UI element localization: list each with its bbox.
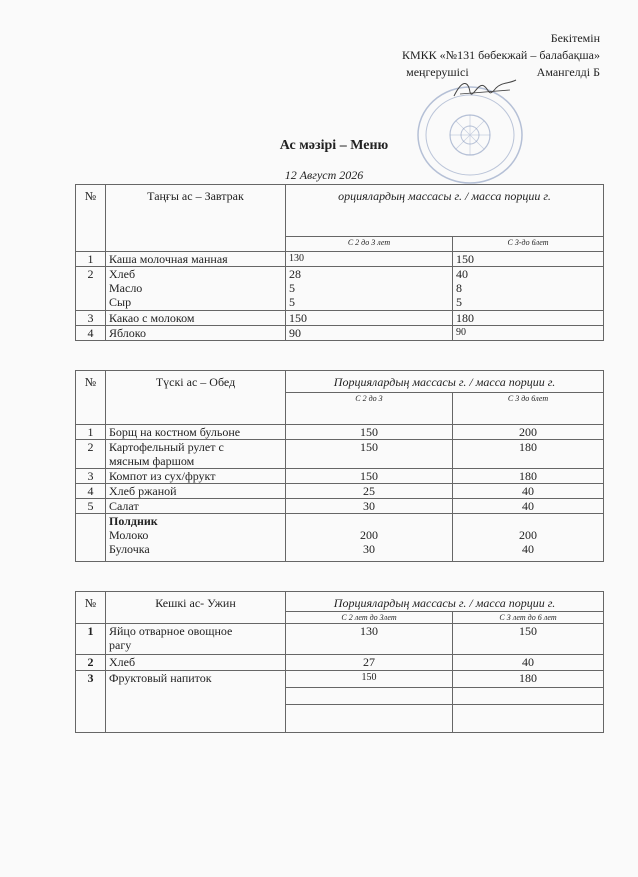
table-row: [76, 499, 604, 514]
portion-value: 5: [289, 295, 295, 309]
breakfast-mass-header: орциялардың массасы г. / масса порции г.: [286, 185, 604, 237]
dish-name-part: мясным фаршом: [109, 454, 195, 468]
portion-2-3: 150: [286, 311, 453, 326]
portion-2-3: [286, 267, 453, 311]
portion-value: 8: [456, 281, 462, 295]
dish-name-part: рагу: [109, 638, 132, 652]
lunch-meal-header: Түскі ас – Обед: [106, 371, 286, 425]
row-number: 1: [76, 425, 106, 440]
approval-block: [402, 30, 600, 81]
lunch-mass-header: Порциялардың массасы г. / масса порции г.: [286, 371, 604, 393]
table-row: [76, 267, 604, 311]
table-row: [76, 671, 604, 688]
portion-2-3: 25: [286, 484, 453, 499]
portion-3-6: 40: [453, 484, 604, 499]
page-title: Ас мәзірі – Меню: [279, 138, 389, 153]
dinner-age-1: С 2 лет до 3лет: [286, 612, 453, 624]
dish-name-part: Масло: [109, 281, 143, 295]
signature-icon: [450, 76, 520, 102]
dinner-age-2: С 3 лет до 6 лет: [453, 612, 604, 624]
lunch-no-header: №: [76, 371, 106, 425]
row-number: 1: [76, 624, 106, 655]
dinner-mass-header: Порциялардың массасы г. / масса порции г.: [286, 592, 604, 612]
dish-name-part: Сыр: [109, 295, 132, 309]
portion-2-3: 130: [286, 252, 453, 267]
portion-2-3: 30: [286, 499, 453, 514]
portion-value: 30: [363, 542, 375, 556]
row-number: 2: [76, 440, 106, 469]
portion-value: 5: [456, 295, 462, 309]
row-number: 4: [76, 326, 106, 341]
dinner-meal-header: Кешкі ас- Ужин: [106, 592, 286, 624]
approval-name: Амангелді Б: [536, 65, 600, 79]
table-row: [76, 326, 604, 341]
approval-line-2: КМКК «№131 бөбекжай – балабақша»: [401, 48, 600, 62]
menu-date: 12 Август 2026: [284, 168, 364, 182]
portion-value: 5: [289, 281, 295, 295]
dish-name: Фруктовый напиток: [106, 671, 286, 733]
portion-3-6: 150: [453, 252, 604, 267]
breakfast-age-2: С 3-до 6лет: [453, 237, 604, 252]
portion-value: 200: [519, 528, 537, 542]
dish-name: [106, 267, 286, 311]
breakfast-age-1: С 2 до 3 лет: [286, 237, 453, 252]
dinner-table: [75, 591, 604, 733]
dish-name: Компот из сух/фрукт: [106, 469, 286, 484]
row-number: 3: [76, 469, 106, 484]
breakfast-meal-header: Таңғы ас – Завтрак: [106, 185, 286, 252]
portion-3-6: 180: [453, 311, 604, 326]
dish-name-part: Картофельный рулет с: [109, 440, 224, 454]
portion-2-3: 150: [286, 469, 453, 484]
portion-3-6: 180: [453, 440, 604, 469]
lunch-age-1: С 2 до 3: [286, 393, 453, 425]
dish-name: Салат: [106, 499, 286, 514]
dinner-no-header: №: [76, 592, 106, 624]
dish-name: Борщ на костном бульоне: [106, 425, 286, 440]
row-number: 2: [76, 655, 106, 671]
snack-block: [106, 514, 286, 562]
table-row: [76, 514, 604, 562]
dish-name: Яблоко: [106, 326, 286, 341]
portion-2-3: [286, 514, 453, 562]
portion-value: 200: [360, 528, 378, 542]
dish-name: [106, 440, 286, 469]
dish-name: [106, 624, 286, 655]
dish-name-part: Хлеб: [109, 267, 136, 281]
dish-name: Каша молочная манная: [106, 252, 286, 267]
dish-name: Хлеб ржаной: [106, 484, 286, 499]
lunch-age-2: С 3 до 6лет: [453, 393, 604, 425]
table-row: [76, 311, 604, 326]
portion-3-6: 90: [453, 326, 604, 341]
table-row: [76, 440, 604, 469]
breakfast-table: [75, 184, 604, 341]
table-row: [76, 624, 604, 655]
row-number: 1: [76, 252, 106, 267]
portion-3-6: 200: [453, 425, 604, 440]
portion-2-3: 150: [286, 440, 453, 469]
portion-2-3: 150: [286, 425, 453, 440]
approval-line-1: Бекітемін: [550, 31, 600, 45]
row-number: 5: [76, 499, 106, 514]
portion-value: 28: [289, 267, 301, 281]
row-number: 3: [76, 671, 106, 733]
breakfast-no-header: №: [76, 185, 106, 252]
approval-position: меңгерушісі: [406, 65, 469, 79]
portion-value: 40: [522, 542, 534, 556]
portion-2-3: 27: [286, 655, 453, 671]
table-row: [76, 252, 604, 267]
table-row: [76, 484, 604, 499]
row-number: 3: [76, 311, 106, 326]
portion-3-6: 40: [453, 655, 604, 671]
row-number: 4: [76, 484, 106, 499]
lunch-table: [75, 370, 604, 562]
portion-3-6: 40: [453, 499, 604, 514]
portion-value: 40: [456, 267, 468, 281]
snack-title: Полдник: [109, 514, 158, 528]
dish-name-part: Булочка: [109, 542, 150, 556]
portion-2-3: 130: [286, 624, 453, 655]
dish-name: Хлеб: [106, 655, 286, 671]
portion-3-6: 180: [453, 469, 604, 484]
portion-3-6: 150: [453, 624, 604, 655]
portion-3-6: 180: [453, 671, 604, 688]
row-number: 2: [76, 267, 106, 311]
table-row: [76, 469, 604, 484]
table-row: [76, 655, 604, 671]
portion-2-3: 90: [286, 326, 453, 341]
dish-name-part: Молоко: [109, 528, 149, 542]
dish-name-part: Яйцо отварное овощное: [109, 624, 233, 638]
portion-3-6: [453, 514, 604, 562]
portion-2-3: 150: [286, 671, 453, 688]
dish-name: Какао с молоком: [106, 311, 286, 326]
table-row: [76, 425, 604, 440]
portion-3-6: [453, 267, 604, 311]
